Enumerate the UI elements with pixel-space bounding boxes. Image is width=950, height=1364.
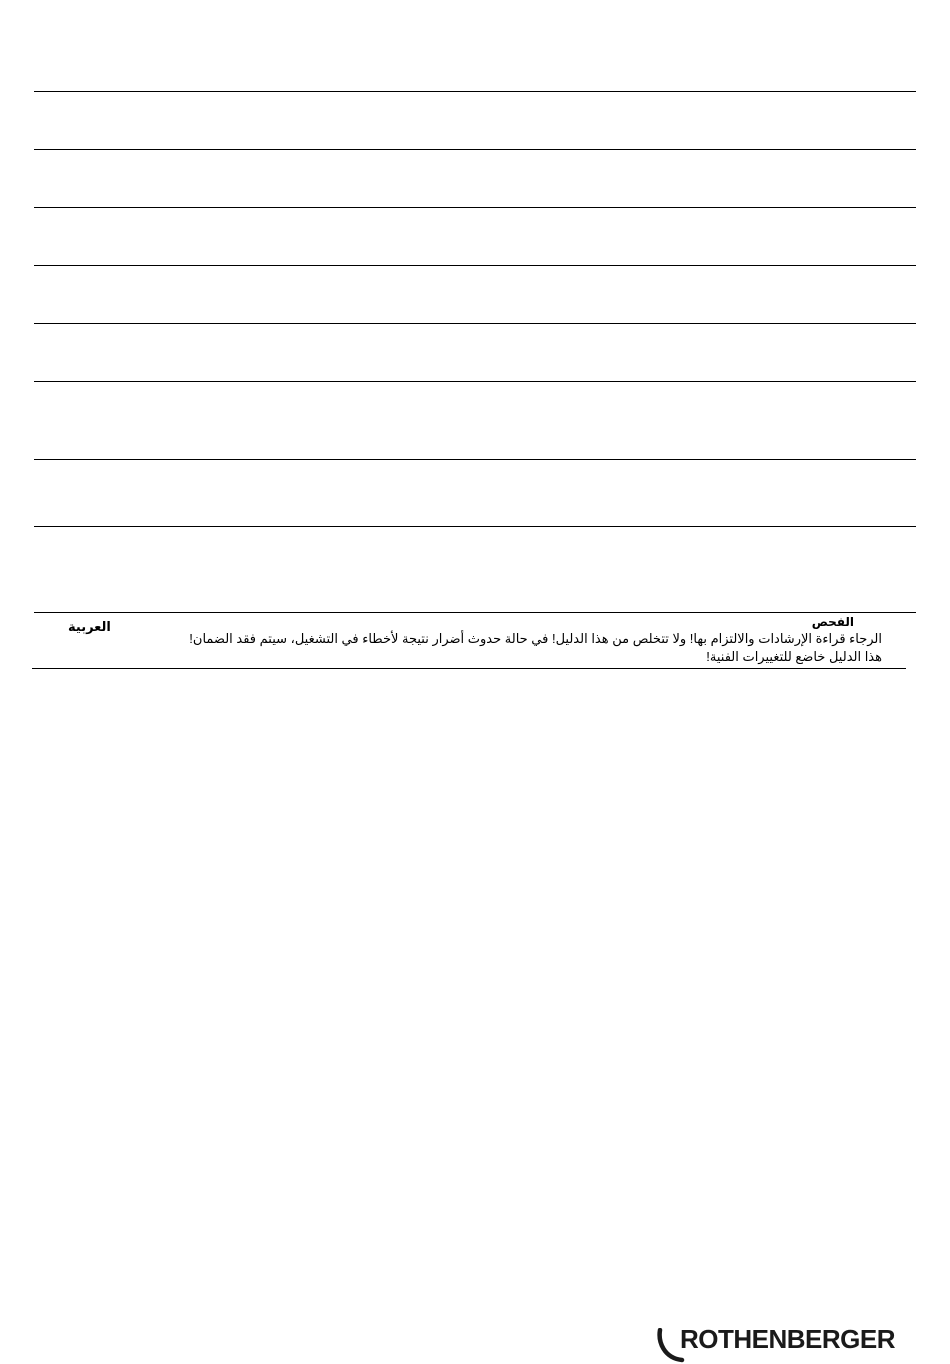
language-label: العربية [68,619,111,634]
form-line [34,526,916,527]
section-divider [32,668,906,669]
brand-name: ROTHENBERGER [680,1324,896,1354]
notice-line: هذا الدليل خاضع للتغييرات الفنية! [706,649,882,664]
rothenberger-logo [656,1324,906,1362]
form-line [34,381,916,382]
arabic-notice-section [32,613,906,669]
form-line [34,207,916,208]
form-line [34,265,916,266]
notice-line: الرجاء قراءة الإرشادات والالتزام بها! ولا تتخلص من هذا الدليل! في حالة حدوث أضرار نتيجة لأخطاء في التشغيل، سيتم فقد الضمان! [189,631,882,646]
form-line [34,91,916,92]
section-heading: الفحص [811,615,854,629]
form-line [34,459,916,460]
form-line [34,149,916,150]
form-line [34,323,916,324]
